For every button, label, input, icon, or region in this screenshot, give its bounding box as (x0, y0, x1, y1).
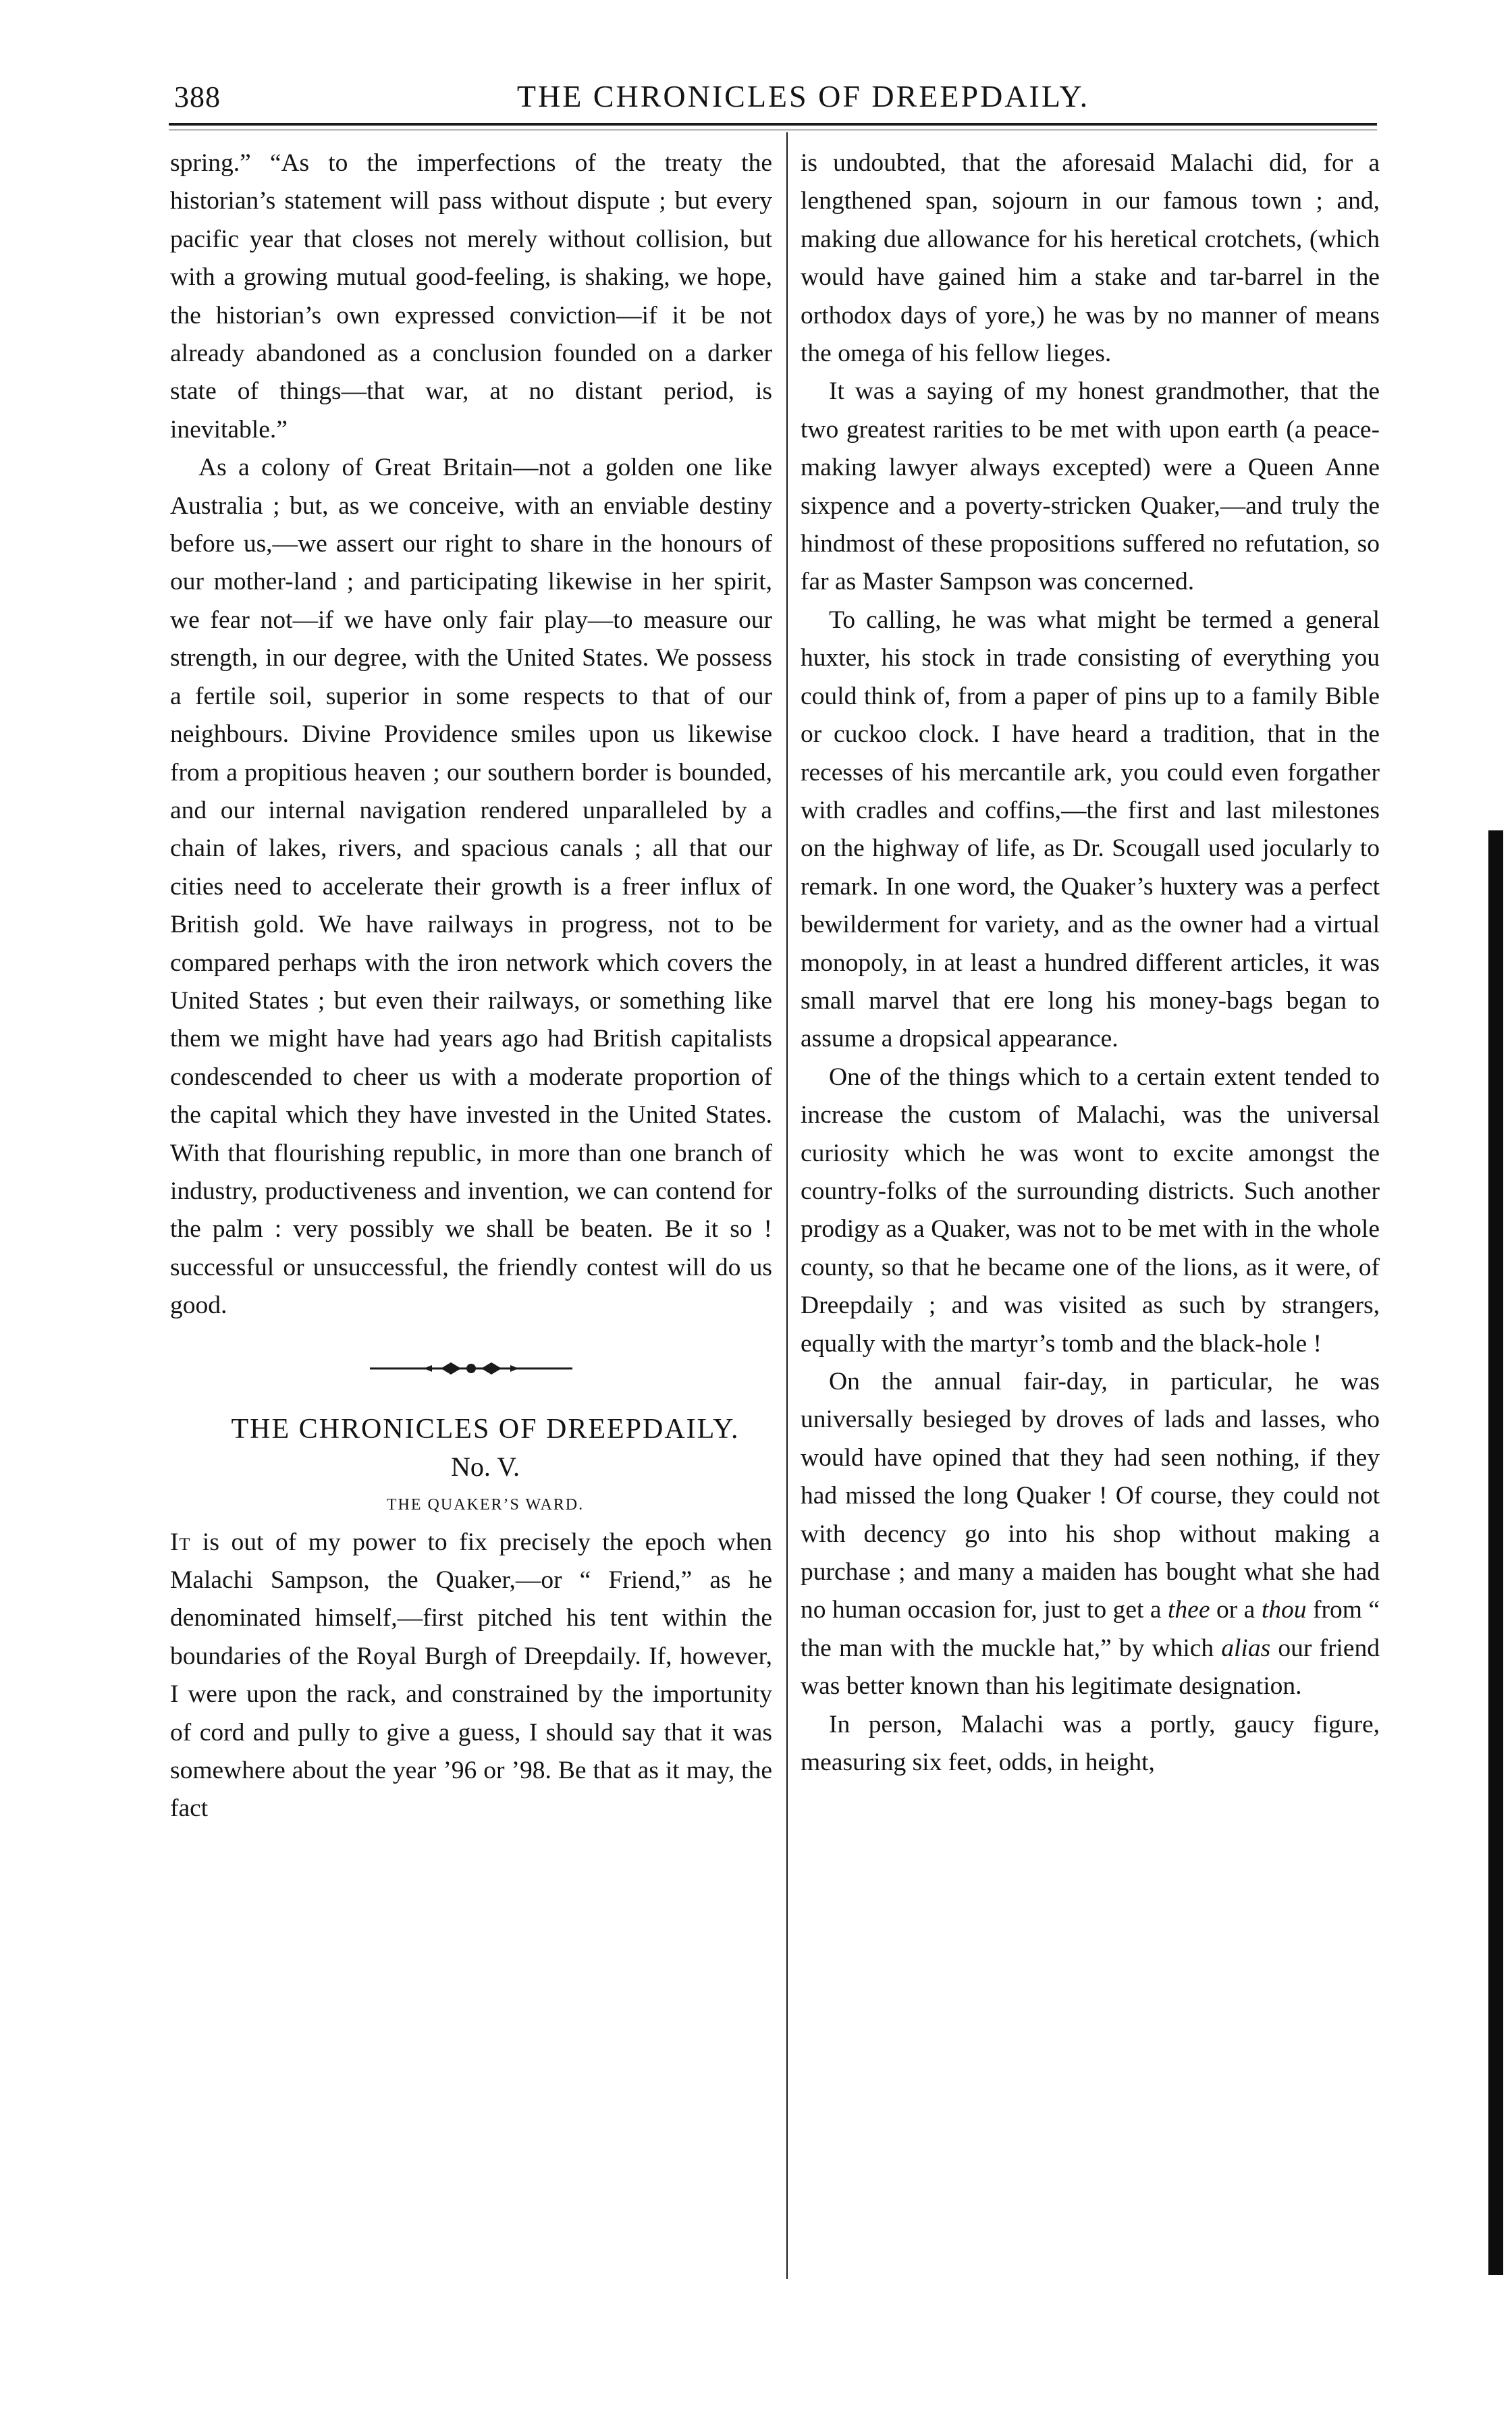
fair-day-text-b: or a (1210, 1596, 1262, 1624)
right-column (801, 144, 1380, 1782)
paragraph-huxter: To calling, he was what might be termed a general huxter, his stock in trade consisting of everything you could think of, from a paper of pins up to a family Bible or cuckoo clock. I have heard a tradition, that in the recesses of his mercantile ark, you could even forgather with cradles and coffins,—the first and last milestones on the highway of life, as Dr. Scougall used jocularly to remark. In one word, the Quaker’s huxtery was a perfect bewilderment for variety, and as the owner had a virtual monopoly, in at least a hundred different articles, it was small marvel that ere long his money-bags began to assume a dropsical appearance. (801, 606, 1380, 1053)
paragraph-continued: spring.” “As to the imperfections of the treaty the historian’s statement will pass without dispute ; but every pacific year that closes not merely without collision, but with a growing mutual good-feeling, is shaking, we hope, the historian’s own expressed conviction—if it be not already abandoned as a conclusion founded on a darker state of things—that war, at no distant period, is inevitable.” (170, 149, 772, 444)
section-ornament (170, 1352, 772, 1373)
paragraph-person: In person, Malachi was a portly, gaucy figure, measuring six feet, odds, in height, (801, 1710, 1380, 1777)
opening-word: It (170, 1528, 191, 1556)
article-number: No. V. (451, 1451, 520, 1482)
fair-day-text-d: our friend was better known than his legitimate designation. (801, 1634, 1380, 1701)
opening-text: is out of my power to fix precisely the epoch when Malachi Sampson, the Quaker,—or “ Friend,” as he denominated himself,—first pitched his tent within the boundaries of the Royal Burgh of Dreepdaily. If, however, I were upon the rack, and constrained by the importunity of cord and pully to give a guess, I should say that it was somewhere about the year ’96 or ’98. Be that as it may, the fact (170, 1528, 772, 1823)
scan-edge-shadow (1488, 830, 1503, 2275)
page-number: 388 (174, 80, 221, 113)
paragraph-continued-right: is undoubted, that the aforesaid Malachi did, for a lengthened span, sojourn in our famous town ; and, making due allowance for his heretical crotchets, (which would have gained him a stake and tar-barrel in the orthodox days of yore,) he was by no manner of means the omega of his fellow lieges. (801, 149, 1380, 368)
paragraph-fair-day (801, 1363, 1380, 1706)
article-title: THE CHRONICLES OF DREEPDAILY. (231, 1413, 740, 1445)
word-thou: thou (1261, 1596, 1307, 1624)
section-heading: THE QUAKER’S WARD. (386, 1495, 585, 1514)
running-head (169, 76, 1377, 116)
article-opening-paragraph (170, 1524, 772, 1828)
fair-day-text-c: from “ the man with the muckle hat,” by which (801, 1596, 1380, 1662)
word-thee: thee (1168, 1596, 1210, 1624)
paragraph-curiosity: One of the things which to a certain extent tended to increase the custom of Malachi, was the universal curiosity which he was wont to excite amongst the country-folks of the surrounding districts. Such another prodigy as a Quaker, was not to be met with in the whole county, so that he became one of the lions, as it were, of Dreepdaily ; and was visited as such by strangers, equally with the martyr’s tomb and the black-hole ! (801, 1063, 1380, 1358)
paragraph-grandmother: It was a saying of my honest grandmother, that the two greatest rarities to be met with upon earth (a peace-making lawyer always excepted) were a Queen Anne sixpence and a poverty-stricken Quaker,—and truly the hindmost of these propositions suffered no refutation, so far as Master Sampson was concerned. (801, 377, 1380, 596)
header-rule (169, 123, 1377, 126)
word-alias: alias (1221, 1634, 1271, 1662)
paragraph-colony: As a colony of Great Britain—not a golden one like Australia ; but, as we conceive, with an enviable destiny before us,—we assert our right to share in the honours of our mother-land ; and participating likewise in her spirit, we fear not—if we have only fair play—to measure our strength, in our degree, with the United States. We possess a fertile soil, superior in some respects to that of our neighbours. Divine Providence smiles upon us likewise from a propitious heaven ; our southern border is bounded, and our internal navigation rendered unparalleled by a chain of lakes, rivers, and spacious canals ; all that our cities need to accelerate their growth is a freer influx of British gold. We have railways in progress, not to be compared perhaps with the iron network which covers the United States ; but even their railways, or something like them we might have had years ago had British capitalists condescended to cheer us with a moderate proportion of the capital which they have invested in the United States. With that flourishing republic, in more than one branch of industry, productiveness and invention, we can contend for the palm : very possibly we shall be beaten. Be it so ! successful or unsuccessful, the friendly contest will do us good. (170, 454, 772, 1320)
column-divider (786, 132, 788, 2279)
journal-title: THE CHRONICLES OF DREEPDAILY. (516, 79, 1090, 113)
fair-day-text-a: On the annual fair-day, in particular, he was universally besieged by droves of lads and lasses, who would have opined that they had seen nothing, if they had missed the long Quaker ! Of course, they could not with decency go into his shop without making a purchase ; and many a maiden has bought what she had no human occasion for, just to get a (801, 1368, 1380, 1624)
left-column (170, 144, 772, 1828)
ornament-rule-icon (370, 1358, 572, 1379)
